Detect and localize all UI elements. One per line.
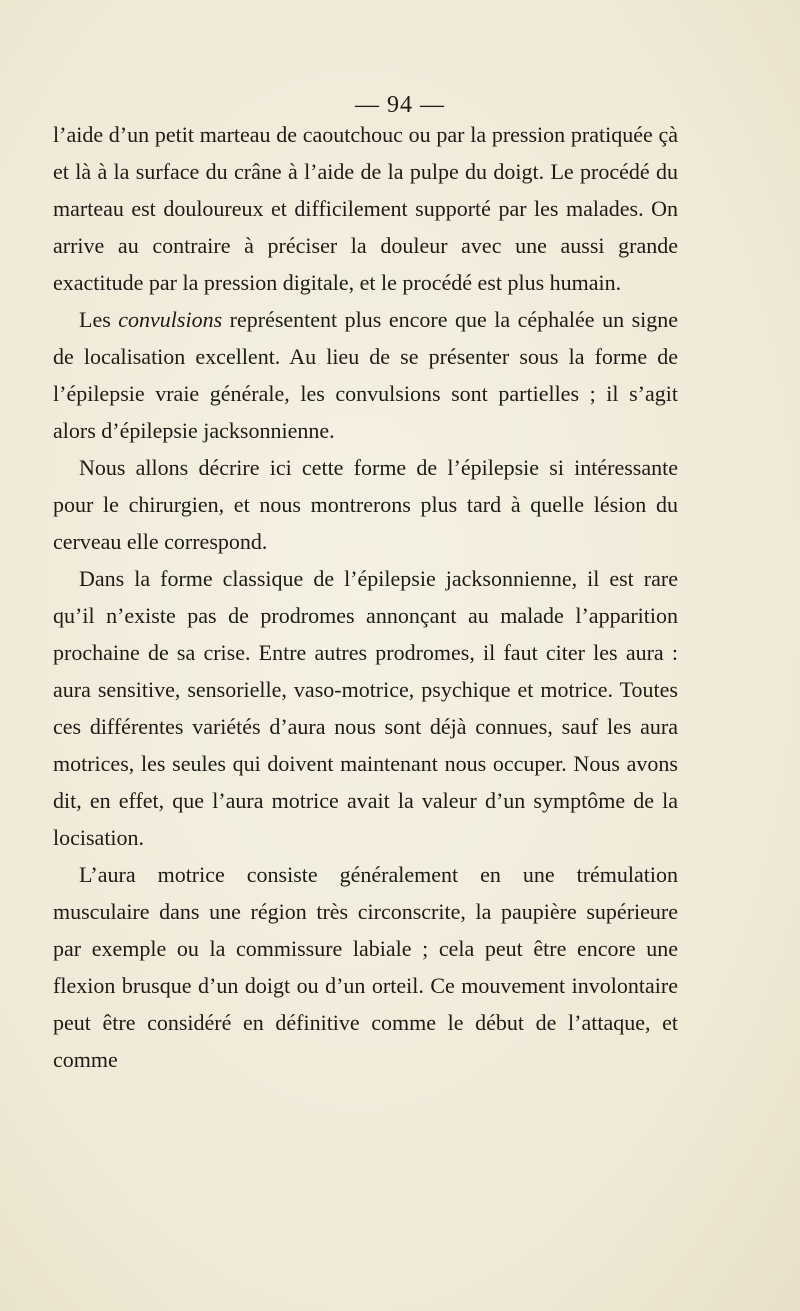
paragraph-lead: Les [79,307,119,332]
body-text [53,116,678,1078]
paragraph-rest: représentent plus encore que la céphalée un signe de localisation excellent. Au lieu de se présenter sous la forme de l’épilepsie vraie générale, les convulsions sont partielles ; il s’agit alors d’épilepsie jacksonnienne. [53,307,679,443]
paragraph [53,301,678,449]
emphasized-term: convulsions [118,307,223,332]
paragraph: l’aide d’un petit marteau de caoutchouc ou par la pression pratiquée çà et là à la surface du crâne à l’aide de la pulpe du doigt. Le procédé du marteau est douloureux et difficilement supporté par les malades. On arrive au contraire à préciser la douleur avec une aussi grande exactitude par la pression digitale, et le procédé est plus humain. [53,122,678,295]
paragraph: Nous allons décrire ici cette forme de l’épilepsie si intéressante pour le chirurgien, et nous montrerons plus tard à quelle lésion du cerveau elle correspond. [53,455,678,554]
page-number: — 94 — [355,92,445,118]
paragraph: L’aura motrice consiste généralement en une trémulation musculaire dans une région très circonscrite, la paupière supérieure par exemple ou la commissure labiale ; cela peut être encore une flexion brusque d’un doigt ou d’un orteil. Ce mouvement involontaire peut être considéré en définitive comme le début de l’attaque, et comme [53,862,678,1072]
paragraph: Dans la forme classique de l’épilepsie jacksonnienne, il est rare qu’il n’existe pas de prodromes annonçant au malade l’apparition prochaine de sa crise. Entre autres prodromes, il faut citer les aura : aura sensitive, sensorielle, vaso-motrice, psychique et motrice. Toutes ces différentes variétés d’aura nous sont déjà connues, sauf les aura motrices, les seules qui doivent maintenant nous occuper. Nous avons dit, en effet, que l’aura motrice avait la valeur d’un symptôme de la locisation. [53,566,678,850]
